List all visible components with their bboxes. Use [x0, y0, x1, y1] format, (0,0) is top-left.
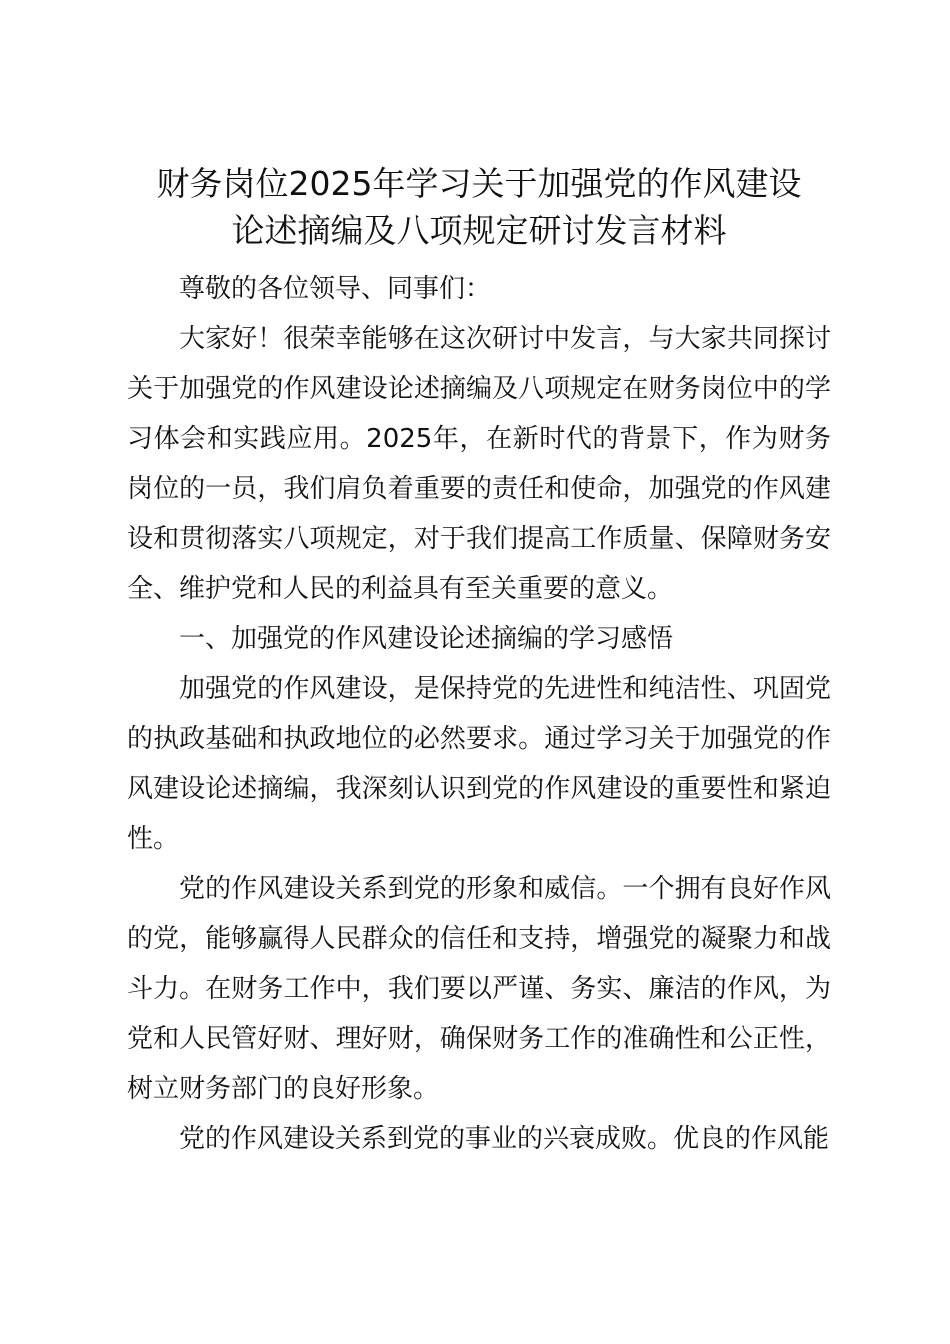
- title-line-2: 论述摘编及八项规定研讨发言材料: [231, 211, 727, 250]
- paragraph-3: 党的作风建设关系到党的事业的兴衰成败。优良的作风能: [179, 1124, 830, 1154]
- document-title: [127, 160, 831, 254]
- document-content: [127, 160, 831, 1164]
- paragraph-intro: 大家好！很荣幸能够在这次研讨中发言，与大家共同探讨关于加强党的作风建设论述摘编及八项规定在财务岗位中的学习体会和实践应用。2025年，在新时代的背景下，作为财务岗位的一员，我们肩负着重要的责任和使命，加强党的作风建设和贯彻落实八项规定，对于我们提高工作质量、保障财务安全、维护党和人民的利益具有至关重要的意义。: [127, 324, 831, 604]
- document-body: [127, 264, 831, 1164]
- paragraph-2: 党的作风建设关系到党的形象和威信。一个拥有良好作风的党，能够赢得人民群众的信任和支持，增强党的凝聚力和战斗力。在财务工作中，我们要以严谨、务实、廉洁的作风，为党和人民管好财、理好财，确保财务工作的准确性和公正性，树立财务部门的良好形象。: [127, 874, 831, 1104]
- section-heading-1: 一、加强党的作风建设论述摘编的学习感悟: [179, 624, 674, 654]
- greeting: 尊敬的各位领导、同事们：: [179, 274, 492, 304]
- paragraph-1: 加强党的作风建设，是保持党的先进性和纯洁性、巩固党的执政基础和执政地位的必然要求。通过学习关于加强党的作风建设论述摘编，我深刻认识到党的作风建设的重要性和紧迫性。: [127, 674, 831, 854]
- title-line-1: 财务岗位2025年学习关于加强党的作风建设: [156, 164, 802, 203]
